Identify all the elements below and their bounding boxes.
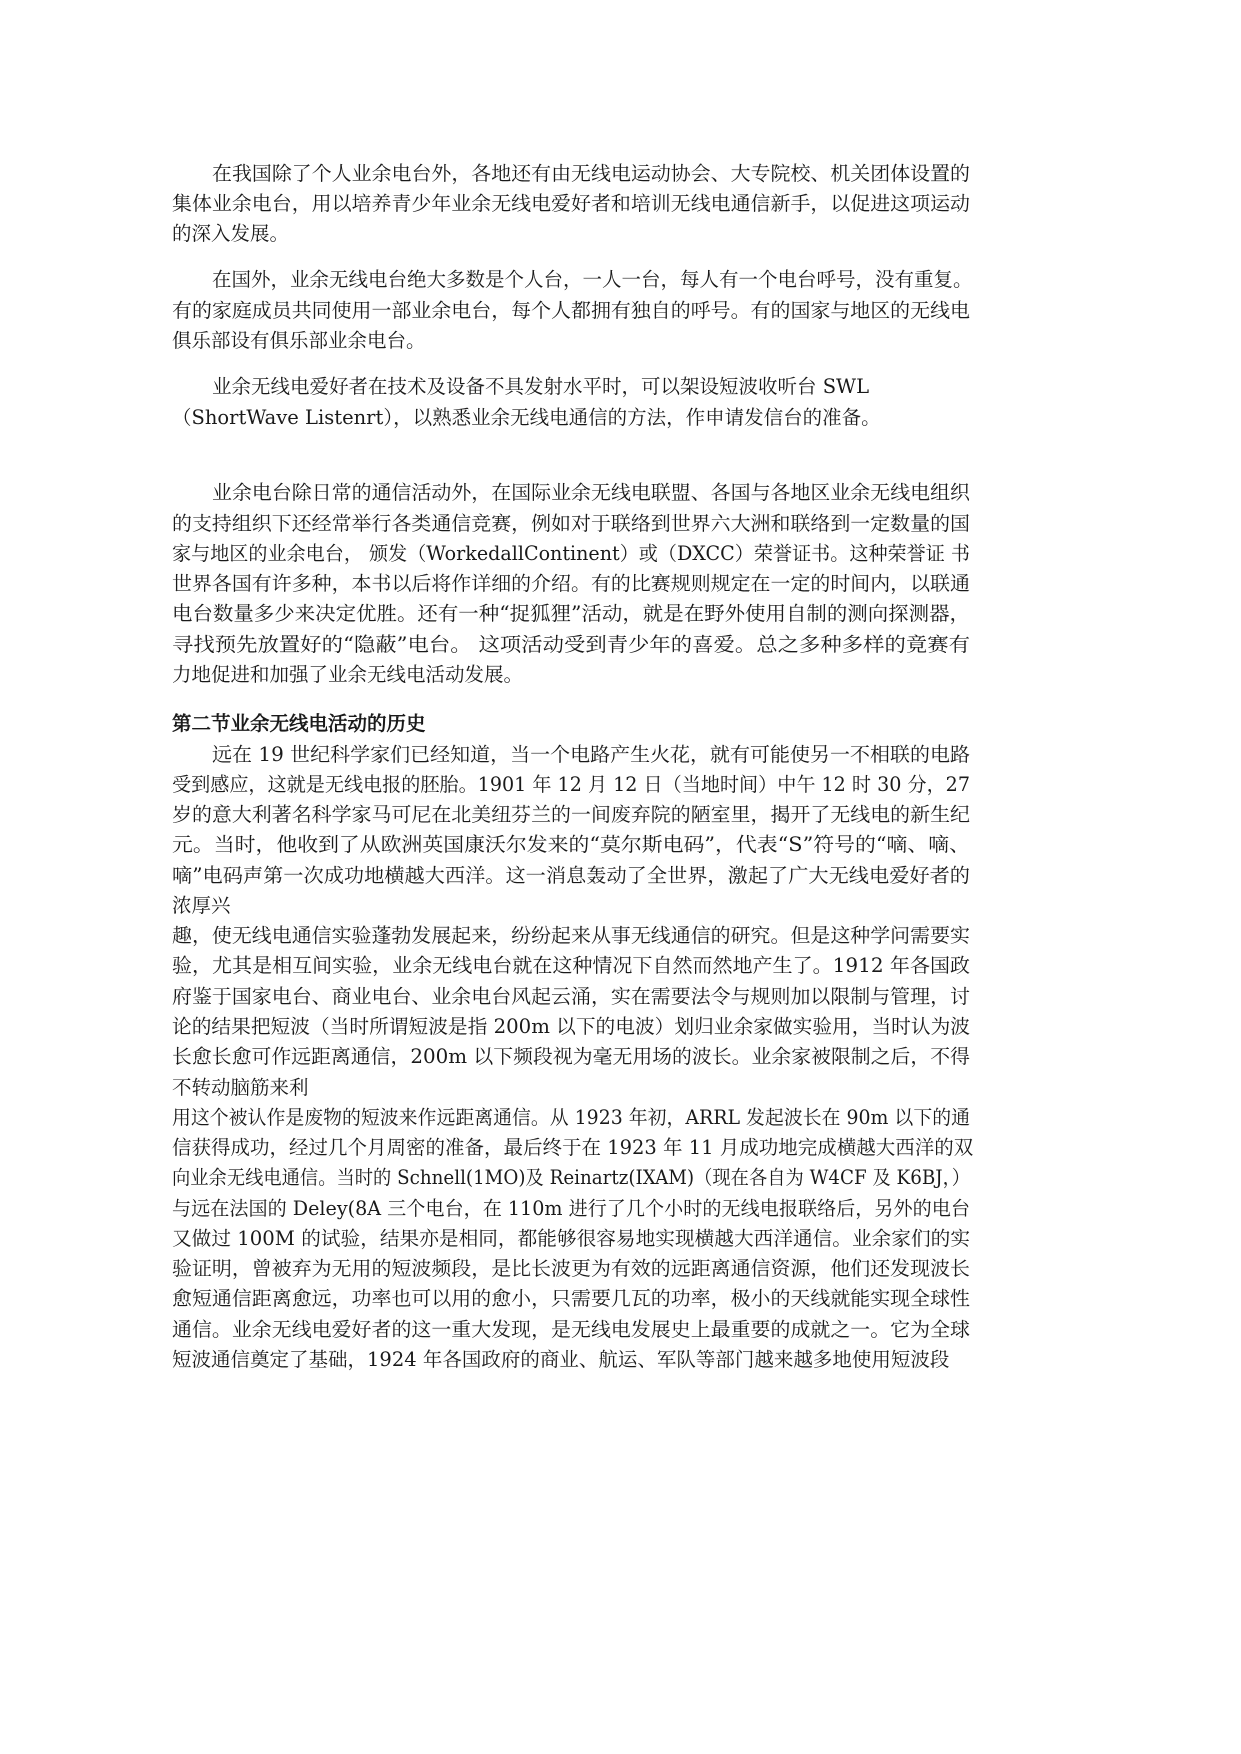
paragraph-line: 元。当时，他收到了从欧洲英国康沃尔发来的“莫尔斯电码”，代表“S”符号的“嘀、嘀、 — [172, 833, 970, 856]
paragraph-line: 验，尤其是相互间实验，业余无线电台就在这种情况下自然而然地产生了。1912 年各国政 — [172, 954, 970, 977]
paragraph-line: 府鉴于国家电台、商业电台、业余电台风起云涌，实在需要法令与规则加以限制与管理，讨 — [172, 985, 970, 1008]
paragraph-line: （ShortWave Listenrt），以熟悉业余无线电通信的方法，作申请发信台的准备。 — [172, 406, 881, 429]
paragraph-line: 愈短通信距离愈远，功率也可以用的愈小，只需要几瓦的功率，极小的天线就能实现全球性 — [172, 1287, 970, 1310]
paragraph-line: 嘀”电码声第一次成功地横越大西洋。这一消息轰动了全世界，激起了广大无线电爱好者的 — [172, 864, 970, 887]
paragraph-line: 又做过 100M 的试验，结果亦是相同，都能够很容易地实现横越大西洋通信。业余家们的实 — [172, 1227, 971, 1250]
paragraph-line: 通信。业余无线电爱好者的这一重大发现，是无线电发展史上最重要的成就之一。它为全球 — [172, 1318, 970, 1341]
paragraph-line: 电台数量多少来决定优胜。还有一种“捉狐狸”活动，就是在野外使用自制的测向探测器， — [172, 602, 970, 625]
paragraph-line: 短波通信奠定了基础，1924 年各国政府的商业、航运、军队等部门越来越多地使用短波段 — [172, 1348, 950, 1371]
paragraph-line: 集体业余电台，用以培养青少年业余无线电爱好者和培训无线电通信新手，以促进这项运动 — [172, 192, 970, 215]
paragraph-line: 世界各国有许多种，本书以后将作详细的介绍。有的比赛规则规定在一定的时间内，以联通 — [172, 572, 970, 595]
section-heading: 第二节业余无线电活动的历史 — [172, 712, 426, 735]
paragraph-line: 在国外，业余无线电台绝大多数是个人台，一人一台，每人有一个电台呼号，没有重复。 — [212, 268, 973, 291]
paragraph-line: 验证明，曾被弃为无用的短波频段，是比长波更为有效的远距离通信资源，他们还发现波长 — [172, 1257, 970, 1280]
paragraph-line: 岁的意大利著名科学家马可尼在北美纽芬兰的一间废弃院的陋室里，揭开了无线电的新生纪 — [172, 803, 970, 826]
paragraph-line: 不转动脑筋来利 — [172, 1076, 309, 1099]
paragraph-line: 受到感应，这就是无线电报的胚胎。1901 年 12 月 12 日（当地时间）中午 12 时 30 分，27 — [172, 773, 970, 796]
paragraph-line: 寻找预先放置好的“隐蔽”电台。 这项活动受到青少年的喜爱。总之多种多样的竟赛有 — [172, 633, 970, 656]
paragraph-line: 趣，使无线电通信实验蓬勃发展起来，纷纷起来从事无线通信的研究。但是这种学问需要实 — [172, 924, 970, 947]
paragraph-line: 业余电台除日常的通信活动外，在国际业余无线电联盟、各国与各地区业余无线电组织 — [212, 481, 970, 504]
paragraph-line: 长愈长愈可作远距离通信，200m 以下频段视为毫无用场的波长。业余家被限制之后，不得 — [172, 1045, 970, 1068]
paragraph-line: 信获得成功，经过几个月周密的准备，最后终于在 1923 年 11 月成功地完成横越大西洋的双 — [172, 1136, 974, 1159]
paragraph-line: 向业余无线电通信。当时的 Schnell(1MO)及 Reinartz(IXAM)（现在各自为 W4CF 及 K6BJ，） — [172, 1166, 970, 1189]
paragraph-line: 家与地区的业余电台， 颁发（WorkedallContinent）或（DXCC）荣誉证书。这种荣誉证 书 — [172, 542, 970, 565]
paragraph-line: 的支持组织下还经常举行各类通信竞赛，例如对于联络到世界六大洲和联络到一定数量的国 — [172, 512, 970, 535]
paragraph-line: 有的家庭成员共同使用一部业余电台，每个人都拥有独自的呼号。有的国家与地区的无线电 — [172, 299, 970, 322]
paragraph-line: 业余无线电爱好者在技术及设备不具发射水平时，可以架设短波收听台 SWL — [212, 375, 870, 398]
paragraph-line: 论的结果把短波（当时所谓短波是指 200m 以下的电波）划归业余家做实验用，当时认为波 — [172, 1015, 970, 1038]
paragraph-line: 用这个被认作是废物的短波来作远距离通信。从 1923 年初，ARRL 发起波长在 90m 以下的通 — [172, 1106, 970, 1129]
paragraph-line: 浓厚兴 — [172, 894, 231, 917]
paragraph-line: 远在 19 世纪科学家们已经知道，当一个电路产生火花，就有可能使另一不相联的电路 — [212, 743, 970, 766]
paragraph-line: 的深入发展。 — [172, 222, 290, 245]
paragraph-line: 力地促进和加强了业余无线电活动发展。 — [172, 663, 524, 686]
paragraph-line: 俱乐部设有俱乐部业余电台。 — [172, 329, 426, 352]
paragraph-line: 在我国除了个人业余电台外，各地还有由无线电运动协会、大专院校、机关团体设置的 — [212, 162, 970, 185]
paragraph-line: 与远在法国的 Deley(8A 三个电台，在 110m 进行了几个小时的无线电报联络后，另外的电台 — [172, 1197, 970, 1220]
